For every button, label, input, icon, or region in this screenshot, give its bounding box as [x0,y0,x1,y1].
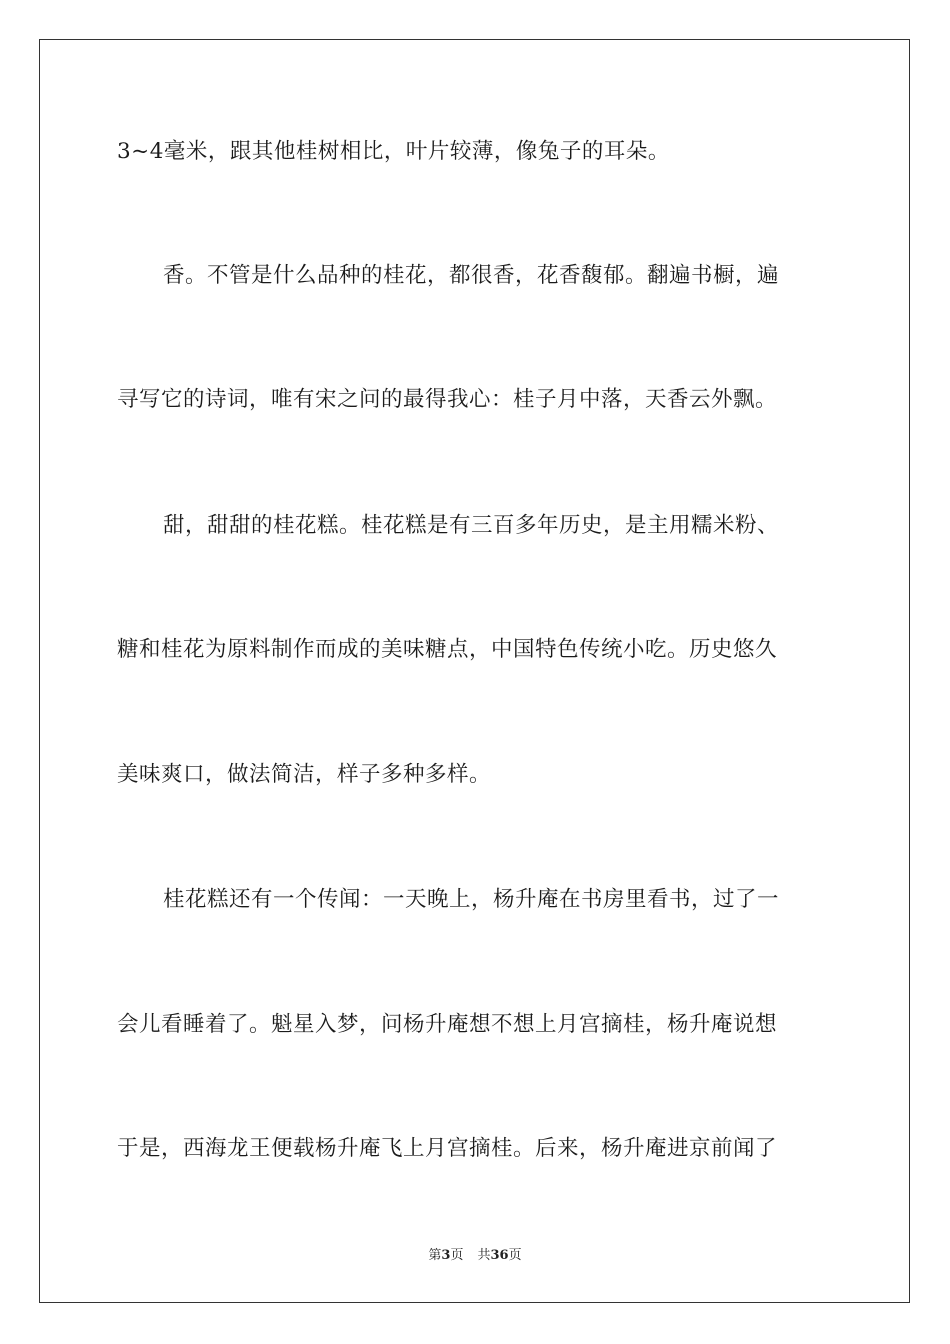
text-line-5: 糖和桂花为原料制作而成的美味糖点，中国特色传统小吃。历史悠久 [117,637,778,662]
text-line-1: 3~4毫米，跟其他桂树相比，叶片较薄，像兔子的耳朵。 [117,139,670,164]
page-current: 3 [441,1248,451,1263]
text-line-3: 寻写它的诗词，唯有宋之问的最得我心：桂子月中落，天香云外飘。 [117,387,778,412]
text-line-9: 于是，西海龙王便载杨升庵飞上月宫摘桂。后来，杨升庵进京前闻了 [117,1136,778,1161]
text-line-8: 会儿看睡着了。魁星入梦，问杨升庵想不想上月宫摘桂，杨升庵说想 [117,1012,778,1037]
page-prefix: 第 [428,1248,442,1263]
text-line-4: 甜，甜甜的桂花糕。桂花糕是有三百多年历史，是主用糯米粉、 [163,513,780,538]
text-line-7: 桂花糕还有一个传闻：一天晚上，杨升庵在书房里看书，过了一 [163,887,780,912]
total-prefix: 共 [477,1248,491,1263]
text-line-2: 香。不管是什么品种的桂花，都很香，花香馥郁。翻遍书橱，遍 [163,263,780,288]
page-frame [39,39,910,1303]
text-line-6: 美味爽口，做法简洁，样子多种多样。 [117,762,492,787]
total-suffix: 页 [508,1248,522,1263]
page-total: 36 [490,1248,509,1263]
page-suffix: 页 [450,1248,464,1263]
page-footer [0,1246,950,1266]
